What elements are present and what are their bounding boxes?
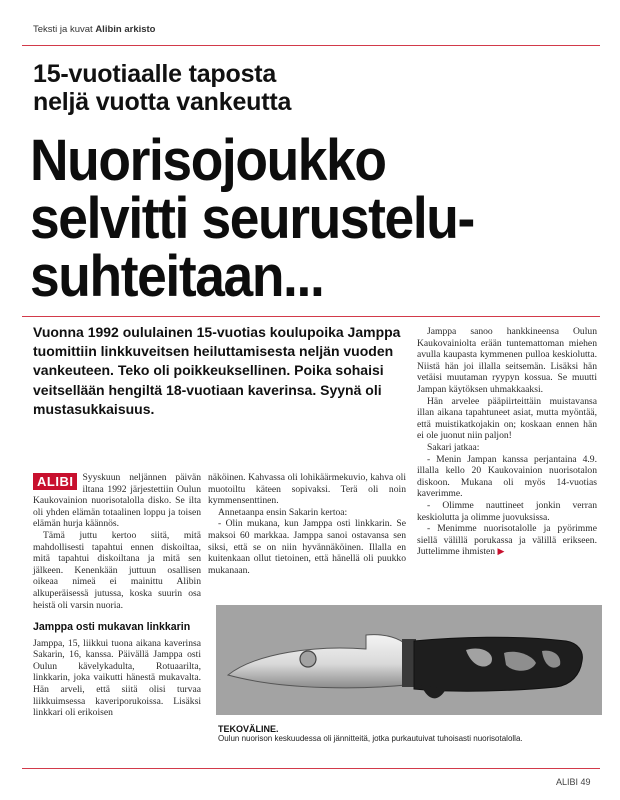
headline <box>30 128 474 309</box>
photo-caption-title: TEKOVÄLINE. <box>218 724 279 734</box>
bottom-rule <box>22 768 600 769</box>
lead-paragraph: Vuonna 1992 oululainen 15-vuotias koulupoika Jamppa tuomittiin linkkuveitsen heiluttamisesta neljän vuoden vankeuteen. Teko oli poikkeuksellinen. Poika sohaisi veitsellään hengiltä 18-vuotiaan kaverinsa. Syynä oli mustasukkaisuus. <box>33 324 401 417</box>
paragraph: Jamppa sanoo hankkineensa Oulun Kaukovainiolta erään tuntemattoman miehen avulla kaupasta kymmenen pulloa keskiolutta. Niistä hän joi illalla seitsemän. Lisäksi hän vetäisi muutaman ryypyn kossua. Se muutti Jampan käytöksen uhmakkaaksi. <box>417 326 597 395</box>
subheadline <box>33 60 291 116</box>
paragraph: - Olin mukana, kun Jamppa osti linkkarin. Se maksoi 60 markkaa. Jamppa sanoi ostavansa sen siksi, että se on niin hyvännäköinen. Illalla en kuitenkaan ollut tietoinen, että hänellä oli puukko mukanaan. <box>208 518 406 576</box>
paragraph: - Olimme nauttineet jonkin verran keskiolutta ja olimme juovuksissa. <box>417 499 597 523</box>
paragraph <box>417 523 597 558</box>
paragraph: Hän arvelee pääpiirteittäin muistavansa illan aikana tapahtuneet asiat, mutta myöntää, että muistikatkojakin on; koskaan ennen hän ei ole juonut niin paljon! <box>417 395 597 442</box>
photo-caption-text: Oulun nuorison keskuudessa oli jännitteitä, jotka purkautuivat tuhoisasti nuorisotalolla. <box>218 734 523 743</box>
paragraph-text: - Menimme nuorisotalolle ja pyörimme siellä välillä porukassa ja välillä erikseen. Juttelimme ihmisten <box>417 523 597 558</box>
subheadline-line: neljä vuotta vankeutta <box>33 88 292 116</box>
blade-hole <box>300 651 316 667</box>
photo-credit <box>33 24 156 35</box>
headline-line: suhteitaan... <box>30 244 324 309</box>
subheadline-line: 15-vuotiaalle taposta <box>33 60 277 88</box>
paragraph: Tämä juttu kertoo siitä, mitä mahdollisesti tapahtui ennen diskoiltaa, mitä tapahtui diskoiltana ja mitä sen jälkeen. Kenenkään juttuun osallisen oikeaa nimeä ei mainittu Alibin alkuperäisessä jutussa, koska suurin osa heistä oli varsin nuoria. <box>33 529 201 611</box>
continue-arrow-icon: ▶ <box>497 546 505 557</box>
paragraph: näköinen. Kahvassa oli lohikäärmekuvio, kahva oli muotoiltu käteen sopivaksi. Terä oli noin kymmensenttinen. <box>208 472 406 507</box>
paragraph <box>33 472 201 530</box>
headline-line: Nuorisojoukko <box>30 128 386 193</box>
credit-prefix: Teksti ja kuvat <box>33 24 96 35</box>
article-column-1 <box>33 472 201 719</box>
paragraph: - Menin Jampan kanssa perjantaina 4.9. illalla kello 20 Kaukovainion nuorisotalon diskoon. Mukana oli myös 14-vuotias kaverimme. <box>417 453 597 500</box>
page-folio: ALIBI 49 <box>556 777 591 787</box>
knife-photo <box>216 605 602 715</box>
paragraph-text: Syyskuun neljännen päivän iltana 1992 järjestettiin Oulun Kaukovainion nuorisotalolla disko. Se ilta oli yhden elämän totaalinen loppu ja toisen elämän hurja käännös. <box>33 472 201 530</box>
paragraph: Annetaanpa ensin Sakarin kertoa: <box>218 506 348 518</box>
paragraph: Jamppa, 15, liikkui tuona aikana kaverinsa Sakarin, 16, kanssa. Päivällä Jamppa osti Oulun kävelykadulta, Rotuaarilta, linkkarin, joka vaikutti hänestä mukavalta. Hän arveli, että siitä olisi turvaa liikkuimsessa kaveriporukoissa. Lisäksi linkkari oli erikoisen <box>33 637 201 719</box>
top-rule <box>22 45 600 46</box>
headline-line: selvitti seurustelu- <box>30 186 474 251</box>
paragraph: Sakari jatkaa: <box>427 441 480 453</box>
credit-source: Alibin arkisto <box>95 24 156 35</box>
alibi-logo: ALIBI <box>33 473 77 490</box>
knife-illustration <box>216 605 602 715</box>
section-rule <box>22 316 600 317</box>
article-column-2 <box>208 472 406 576</box>
article-column-3 <box>417 326 597 558</box>
section-subhead: Jamppa osti mukavan linkkarin <box>33 621 191 634</box>
